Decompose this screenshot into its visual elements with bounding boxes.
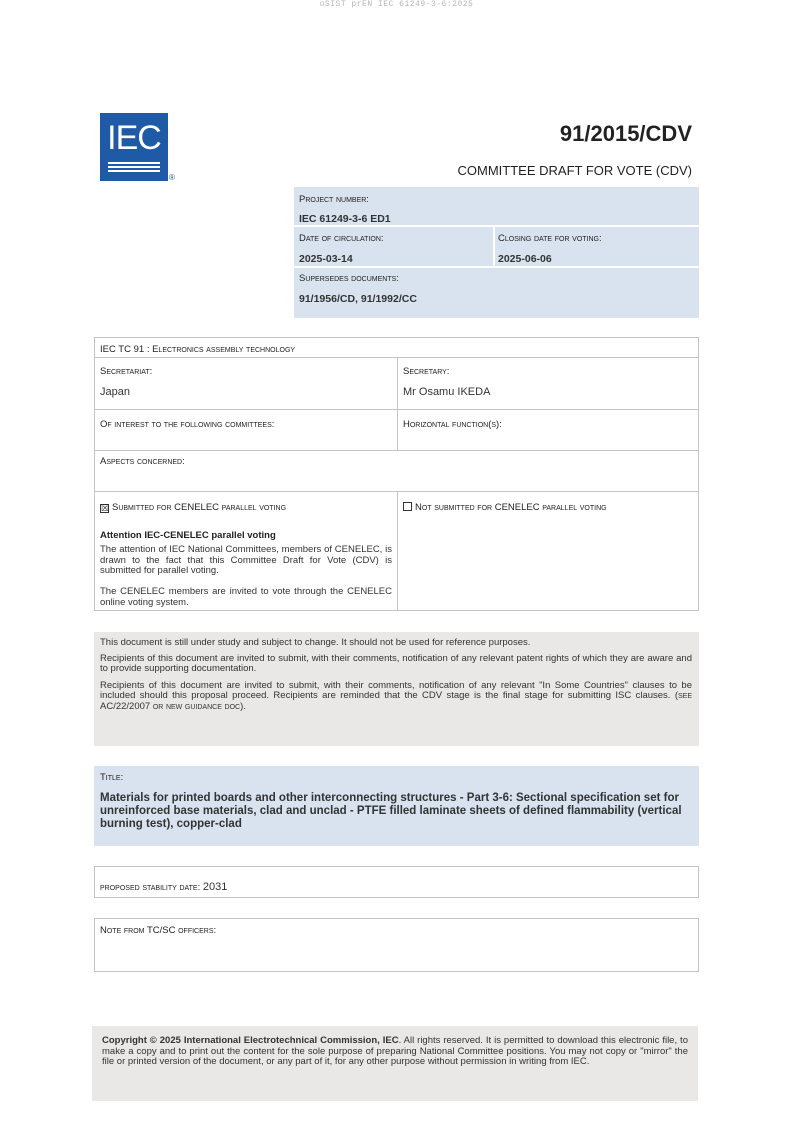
column-divider — [397, 491, 398, 611]
row-divider — [95, 450, 698, 451]
logo-stripe — [108, 166, 160, 168]
secretariat-value: Japan — [100, 386, 130, 398]
column-divider — [397, 357, 398, 450]
note-label: Note from TC/SC officers: — [100, 925, 217, 936]
notice-block — [94, 632, 699, 746]
attention-paragraph: The attention of IEC National Committees, members of CENELEC, is drawn to the fact that this Committee Draft for Vote (CDV) is submitted for parallel voting. — [100, 544, 392, 576]
stability-box — [94, 866, 699, 898]
note-box — [94, 918, 699, 972]
notice-paragraph: This document is still under study and subject to change. It should not be used for reference purposes. — [100, 637, 531, 648]
unchecked-box-icon — [403, 502, 412, 511]
notice-paragraph: Recipients of this document are invited to submit, with their comments, notification of any relevant patent rights of which they are aware and to provide supporting documentation. — [100, 652, 692, 674]
secretariat-label: Secretariat: — [100, 366, 153, 377]
attention-paragraph: The CENELEC members are invited to vote through the CENELEC online voting system. — [100, 586, 392, 608]
logo-text: IEC — [107, 119, 161, 157]
aspects-label: Aspects concerned: — [100, 456, 185, 467]
checked-box-icon: ☒ — [101, 503, 110, 513]
supersedes-documents: 91/1956/CD, 91/1992/CC — [299, 293, 417, 305]
divider — [294, 266, 699, 268]
document-title: Materials for printed boards and other interconnecting structures - Part 3-6: Sectional specification set for unreinforced base materials, clad and unclad - PTFE filled laminate sheets of defined flammability (vertical burning test), copper-clad — [100, 792, 682, 830]
divider — [493, 225, 495, 266]
not-submitted-option: Not submitted for CENELEC parallel voting — [403, 502, 607, 513]
stability-date: proposed stability date: 2031 — [100, 881, 228, 893]
tc-heading: IEC TC 91 : Electronics assembly technology — [100, 344, 296, 355]
supersedes-label: Supersedes documents: — [299, 273, 399, 284]
title-block — [94, 766, 699, 846]
circulation-date-label: Date of circulation: — [299, 233, 384, 244]
attention-title: Attention IEC-CENELEC parallel voting — [100, 530, 276, 541]
divider — [294, 225, 699, 227]
title-label: Title: — [100, 772, 124, 783]
logo-stripe — [108, 162, 160, 164]
copyright-text: Copyright © 2025 International Electrotechnical Commission, IEC. All rights reserved. It is permitted to download this electronic file, to make a copy and to print out the content for the sole purpose of preparing National Committee positions. You may not copy or "mirror" the file or printed version of the document, or any part of it, for any other purpose without permission in writing from IEC. — [102, 1035, 688, 1067]
circulation-date: 2025-03-14 — [299, 253, 353, 265]
closing-date-label: Closing date for voting: — [498, 233, 602, 244]
secretary-value: Mr Osamu IKEDA — [403, 386, 491, 398]
committee-table — [94, 337, 699, 611]
watermark: oSIST prEN IEC 61249-3-6:2025 — [319, 0, 474, 9]
submitted-option: ☒ Submitted for CENELEC parallel voting — [101, 502, 287, 513]
registered-mark: ® — [169, 173, 175, 182]
document-type: COMMITTEE DRAFT FOR VOTE (CDV) — [457, 163, 692, 178]
secretary-label: Secretary: — [403, 366, 450, 377]
project-info-block — [294, 187, 699, 318]
project-number: IEC 61249-3-6 ED1 — [299, 213, 391, 225]
logo-stripe — [108, 170, 160, 172]
interest-label: Of interest to the following committees: — [100, 419, 275, 430]
project-number-label: Project number: — [299, 194, 369, 205]
iec-logo — [100, 113, 168, 181]
document-number: 91/2015/CDV — [559, 121, 692, 146]
copyright-block — [92, 1026, 698, 1101]
closing-date: 2025-06-06 — [498, 253, 552, 265]
horizontal-label: Horizontal function(s): — [403, 419, 502, 430]
notice-paragraph: Recipients of this document are invited to submit, with their comments, notification of any relevant "In Some Countries" clauses to be included should this proposal proceed. Recipients are reminded that the CDV stage is the final stage for submitting ISC clauses. (see AC/22/2007 or new guidance doc). — [100, 679, 692, 712]
